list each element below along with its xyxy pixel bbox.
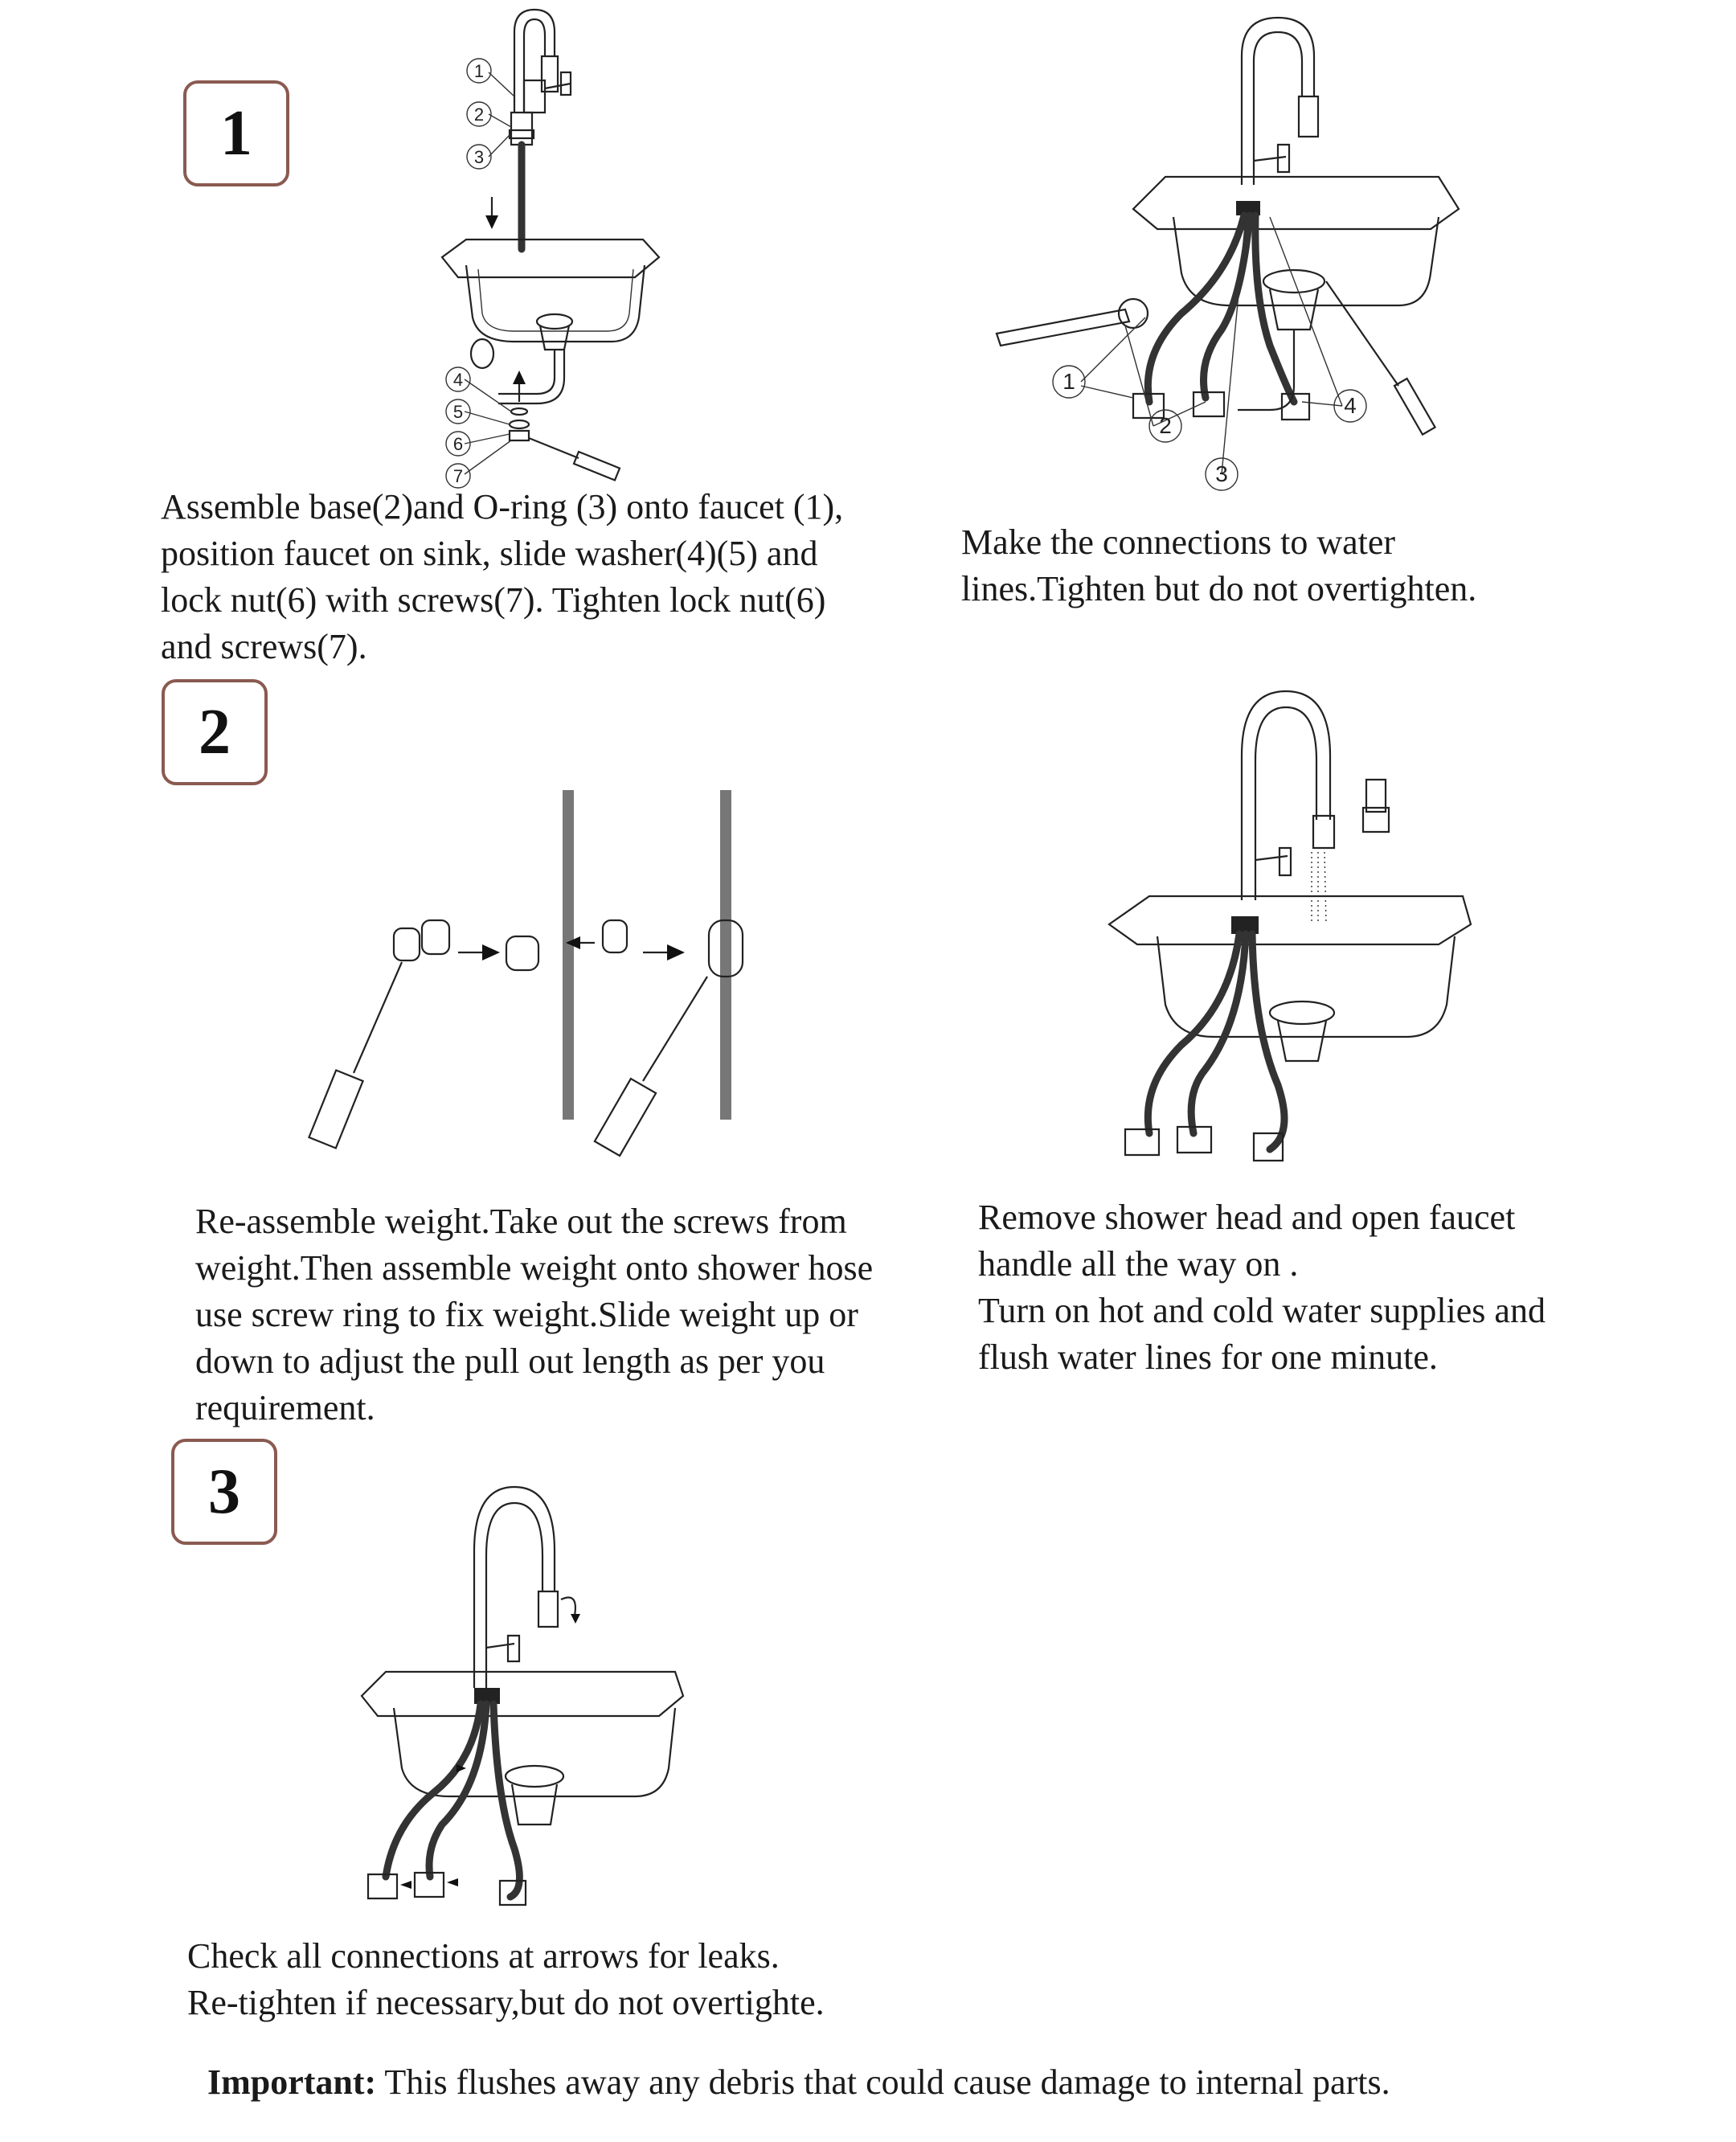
callout-3: 3 [1215,461,1228,486]
step2-instructions: Re-assemble weight.Take out the screws from weight.Then assemble weight onto shower hose use screw ring to fix weight.Slide weight up or down to adjust the pull out length as per you requirement. [195,1202,874,1427]
figure-faucet-assembly [434,0,643,490]
step2-flush-text: Remove shower head and open faucet handle all the way on . Turn on hot and cold water supplies and flush water lines for one minute. [978,1198,1546,1377]
callout-3: 3 [473,147,485,167]
figure-water-connections [989,8,1455,498]
step-1-badge [183,80,289,186]
step-3-badge [171,1439,277,1545]
callout-4: 4 [452,370,464,390]
step1-instructions: Assemble base(2)and O-ring (3) onto faucet (1), position faucet on sink, slide washer(4)(5) and lock nut(6) with screws(7). Tighten lock nut(6) and screws(7). [161,487,844,666]
important-label: Important: [207,2062,377,2102]
figure-leak-check [354,1479,691,1929]
step-number: 1 [220,97,252,169]
step-2-badge [162,679,268,785]
callout-5: 5 [452,402,464,422]
step-number: 3 [208,1456,240,1527]
important-text: This flushes away any debris that could cause damage to internal parts. [376,2062,1390,2102]
callout-6: 6 [452,434,464,454]
callout-7: 7 [452,466,464,486]
callout-2: 2 [1159,413,1172,438]
step1-connections-text: Make the connections to water lines.Tighten but do not overtighten. [961,522,1477,608]
step-number: 2 [199,696,231,768]
callout-4: 4 [1344,393,1357,418]
callout-1: 1 [473,61,485,81]
step3-instructions: Check all connections at arrows for leaks. Re-tighten if necessary,but do not overtighte. [187,1936,825,2022]
callout-2: 2 [473,104,485,125]
callout-1: 1 [1062,369,1075,394]
figure-flush-lines [1101,683,1479,1182]
figure-weight-assembly [289,784,780,1169]
important-note [207,2062,1390,2103]
